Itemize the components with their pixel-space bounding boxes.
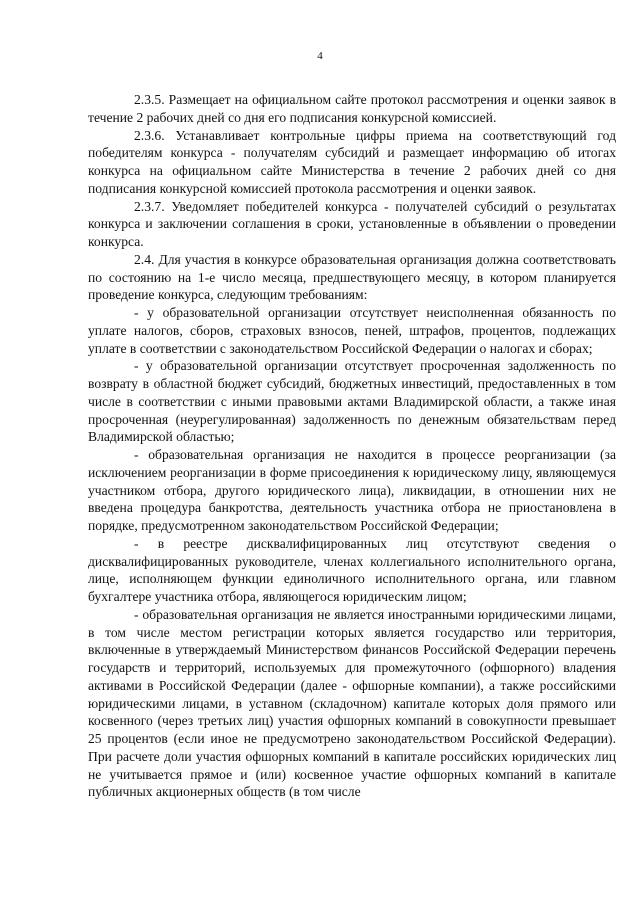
requirement-no-reorganization: - образовательная организация не находится в процессе реорганизации (за исключением реорганизации в форме присоединения к юридическому лицу, являющемуся участником отбора, другого юридического лица), ликвидации, в отношении них не введена процедура банкротства, деятельность участника отбора не приостановлена в порядке, предусмотренном законодательством Российской Федерации; (88, 447, 616, 533)
page-number: 4 (317, 50, 323, 62)
paragraph-2-3-6: 2.3.6. Устанавливает контрольные цифры приема на соответствующий год победителям конкурса - получателям субсидий и размещает информацию об итогах конкурса на официальном сайте Министерства в течение 2 рабочих дней со дня подписания конкурсной комиссией протокола рассмотрения и оценки заявок. (88, 127, 616, 196)
requirement-no-disqualified-persons: - в реестре дисквалифицированных лиц отсутствуют сведения о дисквалифицированных руководителе, членах коллегиального исполнительного органа, лице, исполняющем функции единоличного исполнительного органа, или главном бухгалтере участника отбора, являющегося юридическим лицом; (88, 535, 616, 604)
requirement-no-overdue-debt: - у образовательной организации отсутствует просроченная задолженность по возврату в областной бюджет субсидий, бюджетных инвестиций, предоставленных в том числе в соответствии с иными правовыми актами Владимирской области, а также иная просроченная (неурегулированная) задолженность по денежным обязательствам перед Владимирской областью; (88, 358, 616, 445)
paragraph-2-4: 2.4. Для участия в конкурсе образовательная организация должна соответствовать по состоянию на 1-е число месяца, предшествующего месяцу, в котором планируется проведение конкурса, следующим требованиям: (88, 251, 616, 303)
document-body (88, 91, 616, 801)
requirement-no-tax-debt: - у образовательной организации отсутствует неисполненная обязанность по уплате налогов, сборов, страховых взносов, пеней, штрафов, процентов, подлежащих уплате в соответствии с законодательством Российской Федерации о налогах и сборах; (88, 305, 616, 356)
requirement-not-offshore: - образовательная организация не является иностранными юридическими лицами, в том числе местом регистрации которых является государство или территория, включенные в утверждаемый Министерством финансов Российской Федерации перечень государств и территорий, используемых для промежуточного (офшорного) владения активами в Российской Федерации (далее - офшорные компании), а также российскими юридическими лицами, в уставном (складочном) капитале которых доля прямого или косвенного (через третьих лиц) участия офшорных компаний в совокупности превышает 25 процентов (если иное не предусмотрено законодательством Российской Федерации). При расчете доли участия офшорных компаний в капитале российских юридических лиц не учитывается прямое и (или) косвенное участие офшорных компаний в капитале публичных акционерных обществ (в том числе (88, 606, 616, 800)
paragraph-2-3-5: 2.3.5. Размещает на официальном сайте протокол рассмотрения и оценки заявок в течение 2 рабочих дней со дня его подписания конкурсной комиссией. (88, 92, 616, 125)
paragraph-2-3-7: 2.3.7. Уведомляет победителей конкурса - получателей субсидий о результатах конкурса и заключении соглашения в сроки, установленные в объявлении о проведении конкурса. (88, 198, 616, 249)
